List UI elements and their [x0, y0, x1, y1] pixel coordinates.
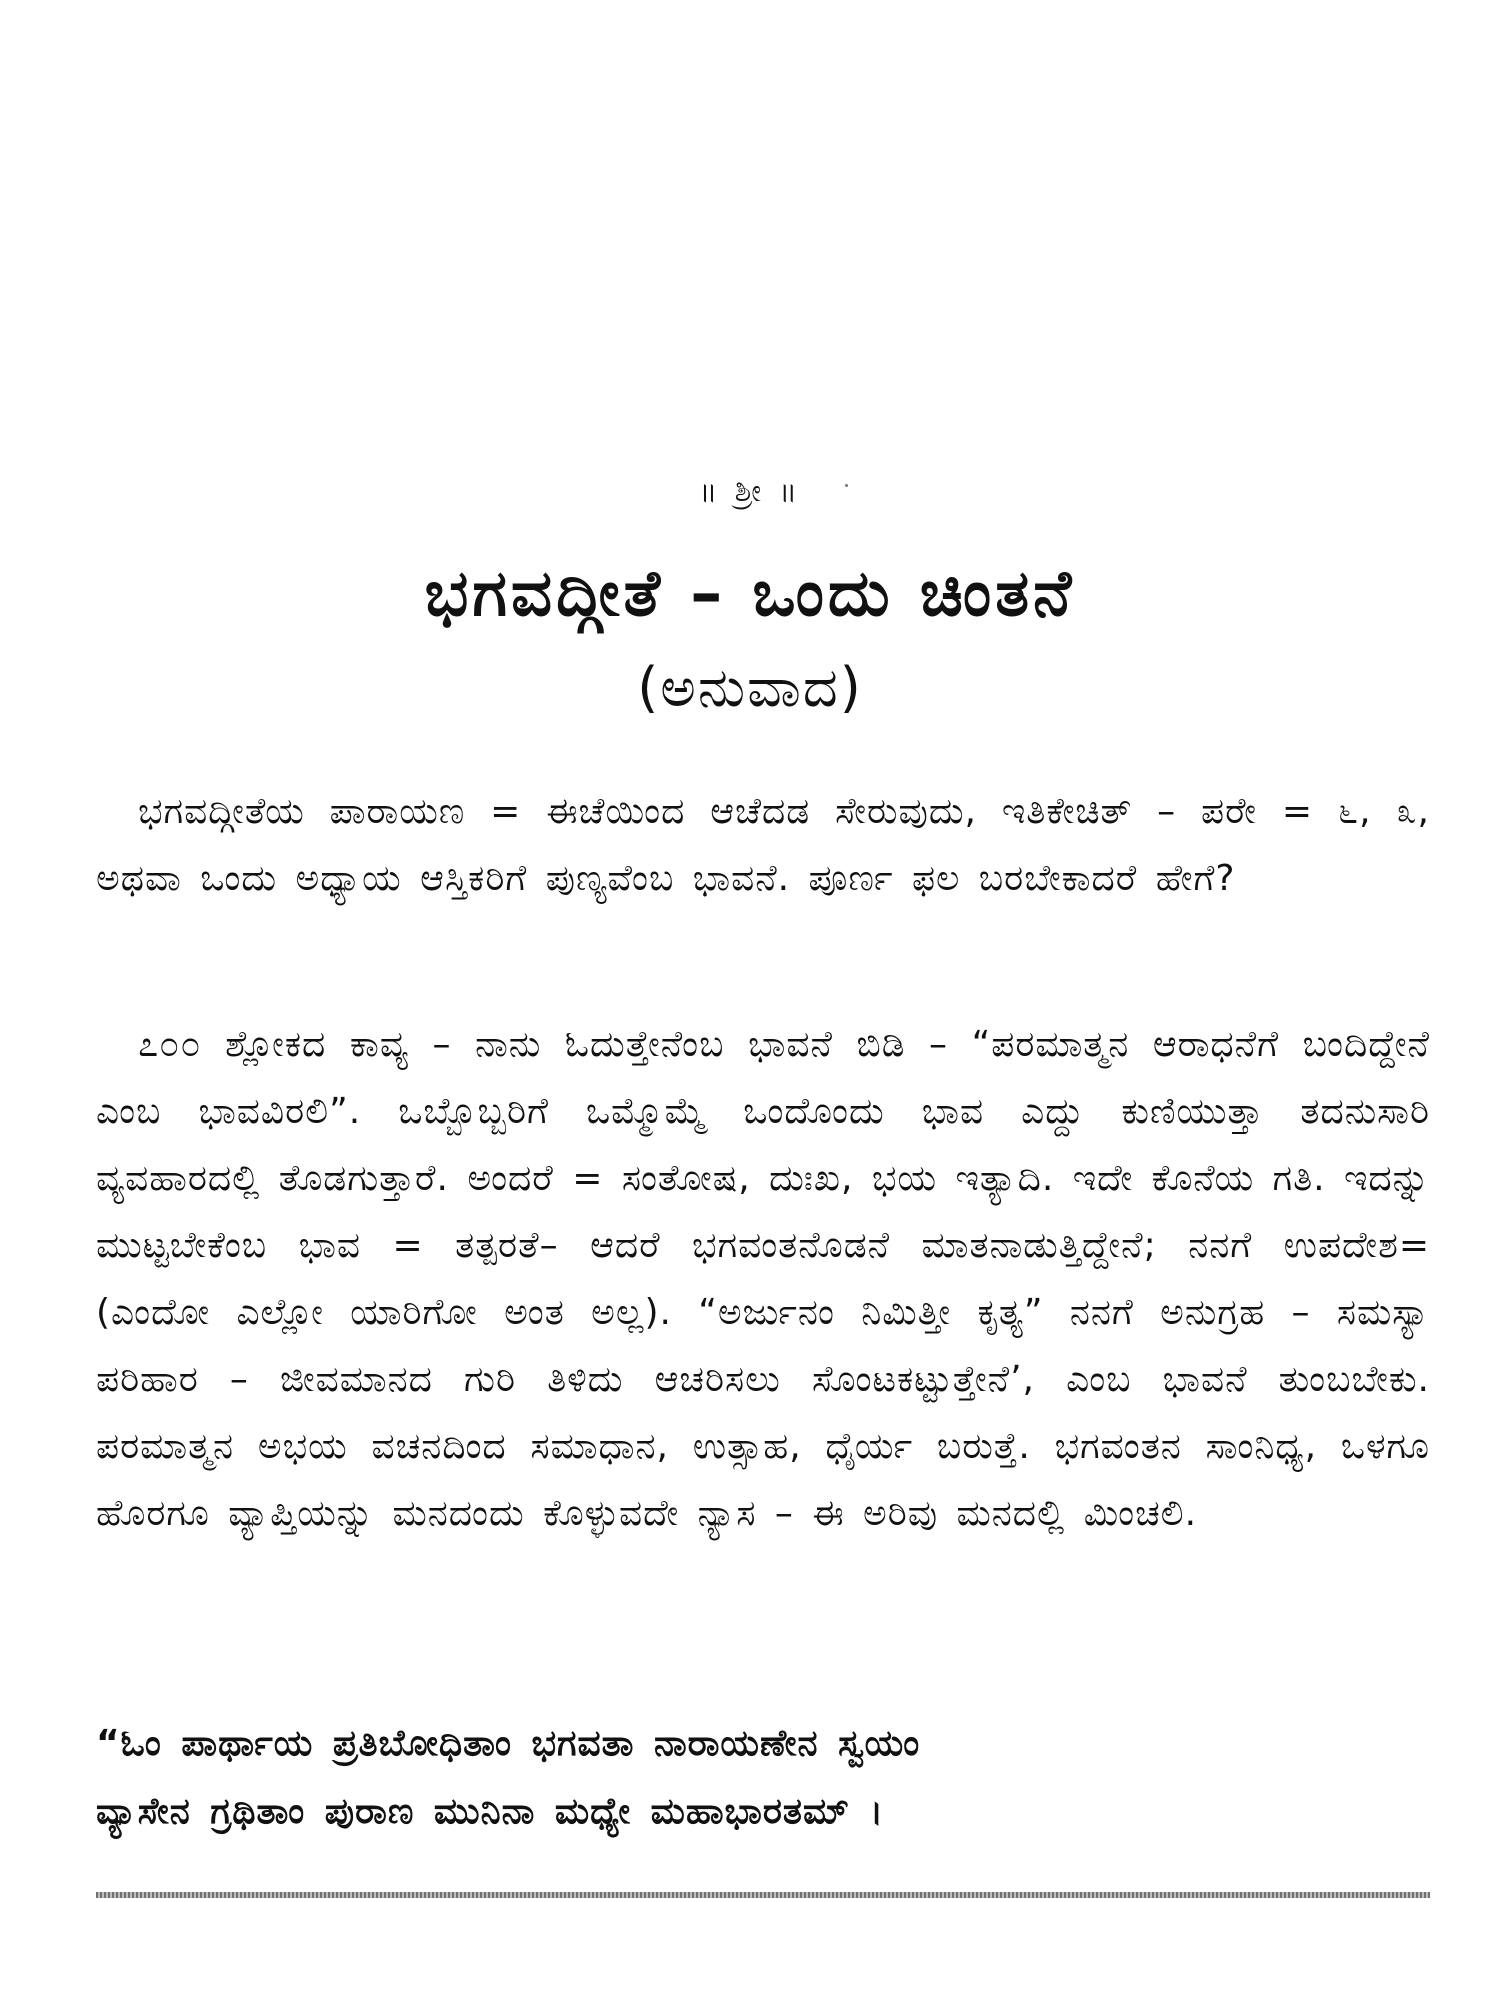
- verse-block: [96, 1710, 1430, 1846]
- verse-line-1: “ಓಂ ಪಾರ್ಥಾಯ ಪ್ರತಿಬೋಧಿತಾಂ ಭಗವತಾ ನಾರಾಯಣೇನ ಸ್ವಯಂ: [96, 1723, 921, 1764]
- page-title: ಭಗವದ್ಗೀತೆ – ಒಂದು ಚಿಂತನೆ: [424, 557, 1076, 631]
- paragraph-2: ೭೦೦ ಶ್ಲೋಕದ ಕಾವ್ಯ – ನಾನು ಓದುತ್ತೇನೆಂಬ ಭಾವನೆ ಬಿಡಿ – “ಪರಮಾತ್ಮನ ಆರಾಧನೆಗೆ ಬಂದಿದ್ದೇನೆ ಎಂಬ ಭಾವವಿರಲಿ”. ಒಬ್ಬೊಬ್ಬರಿಗೆ ಒಮ್ಮೊಮ್ಮೆ ಒಂದೊಂದು ಭಾವ ಎದ್ದು ಕುಣಿಯುತ್ತಾ ತದನುಸಾರಿ ವ್ಯವಹಾರದಲ್ಲಿ ತೊಡಗುತ್ತಾರೆ. ಅಂದರೆ = ಸಂತೋಷ, ದುಃಖ, ಭಯ ಇತ್ಯಾದಿ. ಇದೇ ಕೊನೆಯ ಗತಿ. ಇದನ್ನು ಮುಟ್ಟಬೇಕೆಂಬ ಭಾವ = ತತ್ಪರತೆ– ಆದರೆ ಭಗವಂತನೊಡನೆ ಮಾತನಾಡುತ್ತಿದ್ದೇನೆ; ನನಗೆ ಉಪದೇಶ= (ಎಂದೋ ಎಲ್ಲೋ ಯಾರಿಗೋ ಅಂತ ಅಲ್ಲ). “ಅರ್ಜುನಂ ನಿಮಿತ್ತೀ ಕೃತ್ಯ” ನನಗೆ ಅನುಗ್ರಹ – ಸಮಸ್ಯಾ ಪರಿಹಾರ – ಜೀವಮಾನದ ಗುರಿ ತಿಳಿದು ಆಚರಿಸಲು ಸೊಂಟಕಟ್ಟುತ್ತೇನೆ’, ಎಂಬ ಭಾವನೆ ತುಂಬಬೇಕು. ಪರಮಾತ್ಮನ ಅಭಯ ವಚನದಿಂದ ಸಮಾಧಾನ, ಉತ್ಸಾಹ, ಧೈರ್ಯ ಬರುತ್ತೆ. ಭಗವಂತನ ಸಾಂನಿಧ್ಯ, ಒಳಗೂ ಹೊರಗೂ ವ್ಯಾಪ್ತಿಯನ್ನು ಮನದಂದು ಕೊಳ್ಳುವದೇ ನ್ಯಾಸ – ಈ ಅರಿವು ಮನದಲ್ಲಿ ಮಿಂಚಲಿ.: [96, 1024, 1431, 1534]
- paragraph-1: ಭಗವದ್ಗೀತೆಯ ಪಾರಾಯಣ = ಈಚೆಯಿಂದ ಆಚೆದಡ ಸೇರುವುದು, ಇತಿಕೇಚಿತ್ – ಪರೇ = ೬, ೩, ಅಥವಾ ಒಂದು ಅಧ್ಯಾಯ ಆಸ್ತಿಕರಿಗೆ ಪುಣ್ಯವೆಂಬ ಭಾವನೆ. ಪೂರ್ಣ ಫಲ ಬರಬೇಕಾದರೆ ಹೇಗೆ?: [96, 791, 1430, 899]
- invocation-heading: ॥ ಶ್ರೀ ॥: [698, 474, 802, 509]
- verse-line-2: ವ್ಯಾಸೇನ ಗ್ರಥಿತಾಂ ಪುರಾಣ ಮುನಿನಾ ಮಧ್ಯೇ ಮಹಾಭಾರತಮ್ ।: [96, 1791, 885, 1832]
- bottom-divider: [96, 1892, 1430, 1898]
- page-subtitle: (ಅನುವಾದ): [637, 656, 863, 719]
